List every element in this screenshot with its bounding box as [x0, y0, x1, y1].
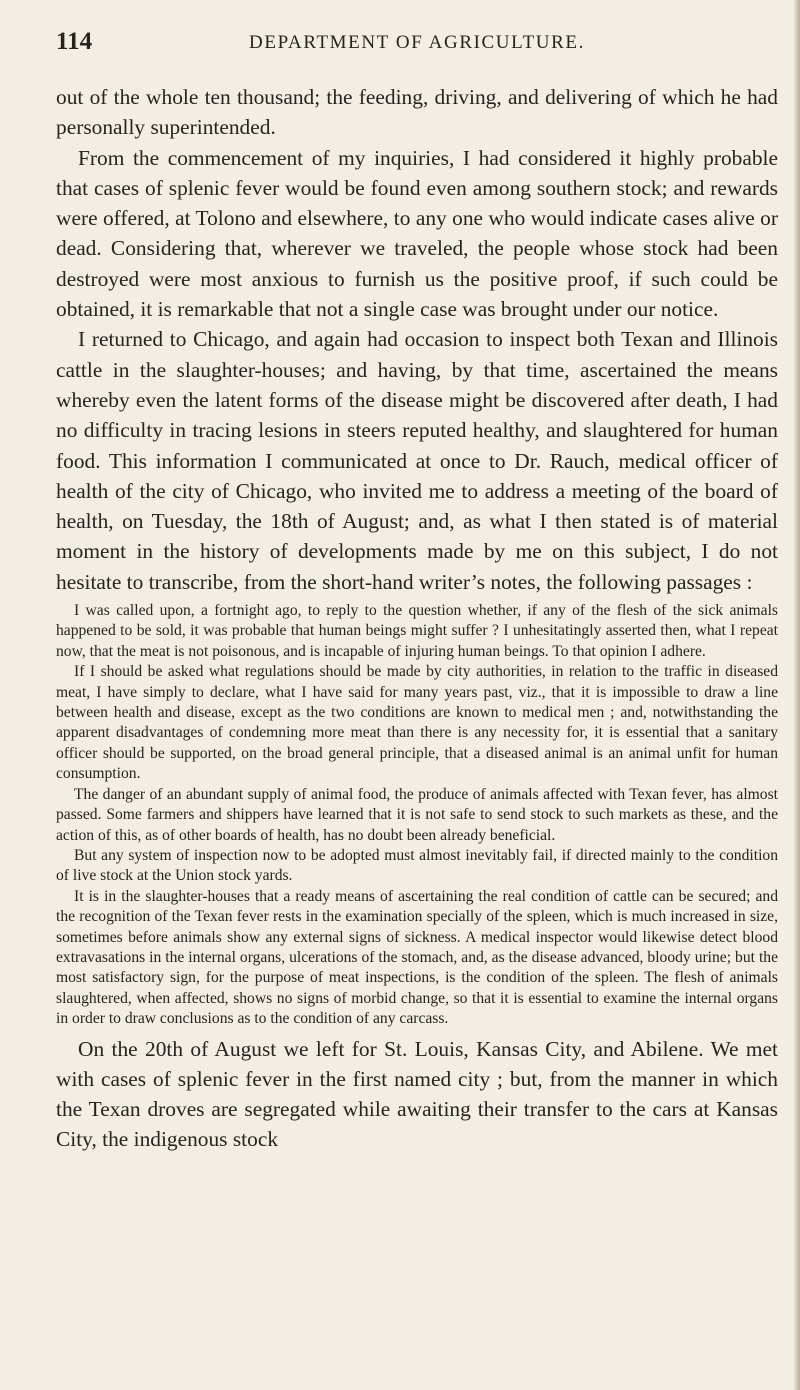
main-text-continued [56, 1034, 778, 1155]
quote-paragraph-4: But any system of inspection now to be adopted must almost inevitably fail, if directed mainly to the condition of live stock at the Union stock yards. [56, 846, 778, 885]
page-header [56, 28, 778, 62]
quote-paragraph-2: If I should be asked what regulations should be made by city authorities, in relation to the traffic in diseased meat, I have simply to declare, what I have said for many years past, viz., that it is impossible to draw a line between health and disease, except as the two conditions are known to medical men ; and, notwithstanding the apparent disadvantages of condemning more meat than there is any necessity for, it is essential that a sanitary officer should be supported, on the broad general principle, that a diseased animal is an animal unfit for human consumption. [56, 663, 778, 783]
quoted-passage [56, 601, 778, 1030]
main-text [56, 82, 778, 597]
quote-paragraph-1: I was called upon, a fortnight ago, to reply to the question whether, if any of the flesh of the sick animals happened to be sold, it was probable that human beings might suffer ? I unhesitatingly asserted then, what I repeat now, that the meat is not poisonous, and is incapable of injuring human beings. To that opinion I adhere. [56, 602, 778, 660]
body-paragraph-1: out of the whole ten thousand; the feeding, driving, and delivering of which he had personally superintended. [56, 85, 778, 140]
quote-paragraph-3: The danger of an abundant supply of animal food, the produce of animals affected with Texan fever, has almost passed. Some farmers and shippers have learned that it is not safe to send stock to such markets as these, and the action of this, as of other boards of health, has no doubt been already beneficial. [56, 785, 778, 844]
quote-paragraph-5: It is in the slaughter-houses that a ready means of ascertaining the real condition of cattle can be secured; and the recognition of the Texan fever rests in the examination specially of the spleen, which is much increased in size, sometimes before animals show any external signs of sickness. A medical inspector would likewise detect blood extravasations in the internal organs, ulcerations of the stomach, and, as the disease advanced, bloody urine; but the most satisfactory sign, for the purpose of meat inspections, is the condition of the spleen. The flesh of animals slaughtered, when affected, shows no signs of morbid change, so that it is essential to examine the internal organs in order to draw conclusions as to the condition of any carcass. [56, 887, 778, 1028]
body-paragraph-4: On the 20th of August we left for St. Louis, Kansas City, and Abilene. We met with cases of splenic fever in the first named city ; but, from the manner in which the Texan droves are segregated while awaiting their transfer to the cars at Kansas City, the indigenous stock [56, 1036, 778, 1152]
page-number: 114 [56, 28, 93, 55]
body-paragraph-3: I returned to Chicago, and again had occasion to inspect both Texan and Illinois cattle in the slaughter-houses; and having, by that time, ascertained the means whereby even the latent forms of the disease might be discovered after death, I had no difficulty in tracing lesions in steers reputed healthy, and slaughtered for human food. This information I communicated at once to Dr. Rauch, medical officer of health of the city of Chicago, who invited me to address a meeting of the board of health, on Tuesday, the 18th of August; and, as what I then stated is of material moment in the history of developments made by me on this subject, I do not hesitate to transcribe, from the short-hand writer’s notes, the following passages : [56, 327, 778, 594]
page-edge-shadow [794, 0, 800, 1390]
body-paragraph-2: From the commencement of my inquiries, I had considered it highly probable that cases of splenic fever would be found even among southern stock; and rewards were offered, at Tolono and elsewhere, to any one who would indicate cases alive or dead. Considering that, wherever we traveled, the people whose stock had been destroyed were most anxious to furnish us the positive proof, if such could be obtained, it is remarkable that not a single case was brought under our notice. [56, 145, 778, 322]
running-head: DEPARTMENT OF AGRICULTURE. [249, 32, 585, 53]
